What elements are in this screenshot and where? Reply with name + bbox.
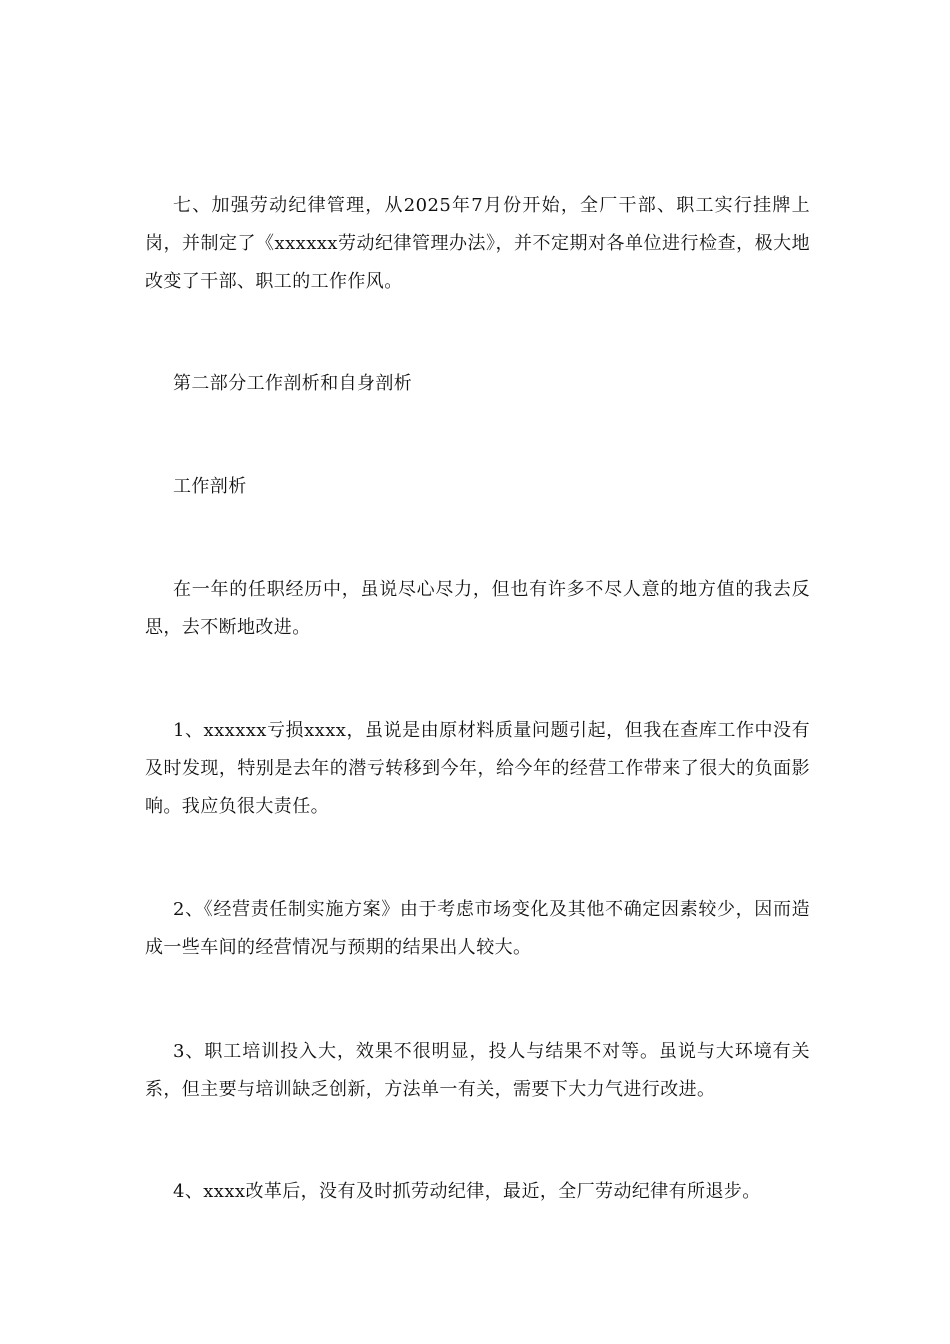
subheading-work-analysis: 工作剖析 (173, 476, 247, 497)
paragraph-item-3: 3、职工培训投入大，效果不很明显，投人与结果不对等。虽说与大环境有关系，但主要与培训缺乏创新，方法单一有关，需要下大力气进行改进。 (145, 1041, 810, 1100)
paragraph-item-1: 1、xxxxxx亏损xxxx，虽说是由原材料质量问题引起，但我在查库工作中没有及时发现，特别是去年的潜亏转移到今年，给今年的经营工作带来了很大的负面影响。我应负很大责任。 (145, 720, 810, 817)
paragraph-item-4: 4、xxxx改革后，没有及时抓劳动纪律，最近，全厂劳动纪律有所退步。 (173, 1181, 761, 1202)
section-heading-part-two: 第二部分工作剖析和自身剖析 (173, 373, 413, 394)
paragraph-item-2: 2、《经营责任制实施方案》由于考虑市场变化及其他不确定因素较少，因而造成一些车间的经营情况与预期的结果出人较大。 (145, 899, 810, 958)
paragraph-intro-reflection: 在一年的任职经历中，虽说尽心尽力，但也有许多不尽人意的地方值的我去反思，去不断地改进。 (145, 579, 810, 638)
paragraph-labor-discipline: 七、加强劳动纪律管理，从2025年7月份开始，全厂干部、职工实行挂牌上岗，并制定了《xxxxxx劳动纪律管理办法》，并不定期对各单位进行检查，极大地改变了干部、职工的工作作风。 (145, 195, 810, 292)
